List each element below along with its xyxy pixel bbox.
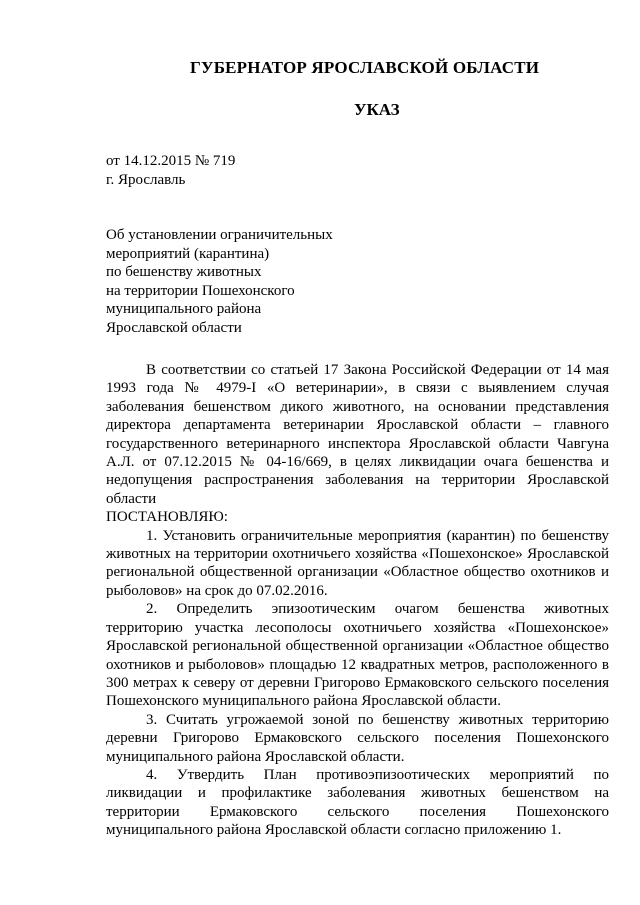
- subject-line: Об установлении ограничительных: [106, 227, 333, 243]
- preamble-paragraph: В соответствии со статьей 17 Закона Российской Федерации от 14 мая 1993 года № 4979-I «О ветеринарии», в связи с выявлением случая заболевания бешенством дикого животного, на основании представления директора департамента ветеринарии Ярославской области – главного государственного ветеринарного инспектора Ярославской области Чавгуна А.Л. от 07.12.2015 № 04-16/669, в целях ликвидации очага бешенства и недопущения распространения заболевания на территории Ярославской области: [106, 362, 609, 507]
- document-body: [106, 361, 609, 840]
- decree-item-1: 1. Установить ограничительные мероприятия (карантин) по бешенству животных на территории охотничьего хозяйства «Пошехонское» Ярославской региональной общественной организации «Областное общество охотников и рыболовов» на срок до 07.02.2016.: [106, 527, 609, 599]
- decree-word: ПОСТАНОВЛЯЮ:: [106, 509, 228, 526]
- document-type-heading: УКАЗ: [354, 100, 400, 119]
- decree-item-2: 2. Определить эпизоотическим очагом бешенства животных территорию участка лесополосы охотничьего хозяйства «Пошехонское» Ярославской региональной общественной организации «Областное общество охотников и рыболовов» площадью 12 квадратных метров, расположенного в 300 метрах к северу от деревни Григорово Ермаковского сельского поселения Пошехонского муниципального района Ярославской области.: [106, 601, 609, 710]
- subject-line: Ярославской области: [106, 319, 242, 336]
- decree-item-4: 4. Утвердить План противоэпизоотических мероприятий по ликвидации и профилактике заболевания животных бешенством на территории Ермаковского сельского поселения Пошехонского муниципального района Ярославской области согласно приложению 1.: [106, 766, 609, 839]
- subject-line: мероприятий (карантина): [106, 245, 270, 262]
- subject-line: муниципального района: [106, 301, 262, 318]
- decree-item-3: 3. Считать угрожаемой зоной по бешенству животных территорию деревни Григорово Ермаковского сельского поселения Пошехонского муниципального района Ярославской области.: [106, 711, 609, 765]
- document-meta: [106, 152, 235, 190]
- date-number-line: от 14.12.2015 № 719: [106, 153, 236, 169]
- subject-line: на территории Пошехонского: [106, 282, 295, 299]
- city-line: г. Ярославль: [106, 172, 186, 188]
- issuing-authority-heading: ГУБЕРНАТОР ЯРОСЛАВСКОЙ ОБЛАСТИ: [190, 58, 540, 77]
- document-subject: [106, 226, 333, 338]
- subject-line: по бешенству животных: [106, 264, 262, 281]
